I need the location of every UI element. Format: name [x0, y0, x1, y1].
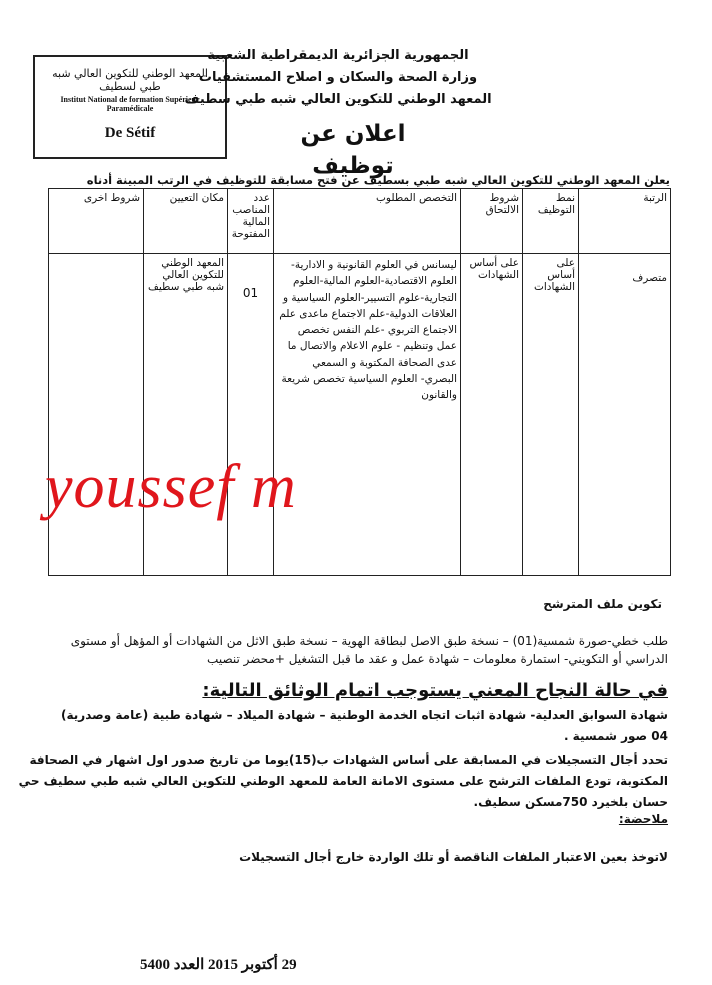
header-mode: نمط التوظيف	[523, 189, 579, 254]
success-photos: 04 صور شمسية .	[563, 729, 668, 743]
header-rank: الرتبة	[579, 189, 671, 254]
cell-other	[49, 254, 144, 576]
page-title: اعلان عن توظيف	[300, 121, 406, 179]
header-republic: الجمهورية الجزائرية الديمقراطية الشعبية	[207, 48, 469, 63]
header-access: شروط الالتحاق	[461, 189, 523, 254]
note-label: ملاحضة:	[618, 812, 668, 826]
success-documents: شهادة السوابق العدلية- شهادة اثبات اتجاه الخدمة الوطنية – شهادة الميلاد – شهادة طبية (عامة وصدرية)	[61, 708, 668, 722]
header-other: شروط اخرى	[49, 189, 144, 254]
cell-rank: متصرف	[579, 254, 671, 576]
header-institute: المعهد الوطني للتكوين العالي شبه طبي سطيف	[184, 92, 492, 107]
deadline-text: تحدد أجال التسجيلات في المسابقة على أساس الشهادات ب(15)يوما من تاريخ صدور اول اشهار في الصحافة المكتوبة، تودع الملفات الترشح على مستوى الامانة العامة للمعهد الوطني للتكوين العالي شبه طبي سطيف حي حسان بلخيرد 750مسكن سطيف.	[18, 753, 668, 809]
file-requirements: طلب خطي-صورة شمسية(01) – نسخة طبق الاصل لبطاقة الهوية – نسخة طبق الاثل من الشهادات أو المؤهل أو مستوى الدراسي أو التكويني- استمارة معلومات – شهادة عمل و عقد ما قبل التشغيل +محضر تنصيب	[70, 634, 668, 666]
success-heading: في حالة النجاح المعني يستوجب اتمام الوثائق التالية:	[202, 680, 668, 701]
cell-positions: 01	[228, 254, 274, 576]
stamp-city: De Sétif	[104, 125, 156, 141]
note-text: لاتوخذ بعين الاعتبار الملفات الناقصة أو تلك الواردة خارج أجال التسجيلات	[239, 850, 668, 864]
cell-specialty: ليسانس في العلوم القانونية و الادارية-العلوم الاقتصادية-العلوم المالية-العلوم التجارية-علوم التسيير-العلوم السياسية و العلاقات الدولية-علم الاجتماع ماعدى علم الاجتماع التربوي -علم النفس تخصص عمل وتنظيم - علوم الاعلام والاتصال ما عدى الصحافة المكتوبة و السمعي البصري- العلوم السياسية تخصص شريعة والقانون	[274, 254, 461, 576]
intro-text: يعلن المعهد الوطني للتكوين العالي شبه طبي بسطيف عن فتح مسابقة للتوظيف في الرتب المبينة أدناه	[86, 173, 670, 187]
watermark-text: youssef m	[45, 453, 297, 521]
cell-mode: على أساس الشهادات	[523, 254, 579, 576]
stamp-arabic-name: المعهد الوطني للتكوين العالي شبه طبي لسطيف	[52, 67, 208, 93]
table-row	[49, 254, 671, 576]
table-header-row	[49, 189, 671, 254]
header-positions: عدد المناصب المالية المفتوحة	[228, 189, 274, 254]
footer-date-issue: 29 أكتوبر 2015 العدد 5400	[140, 957, 297, 973]
file-heading: تكوين ملف المترشح	[543, 597, 662, 611]
header-place: مكان التعيين	[144, 189, 228, 254]
stamp-french-name: Institut National de formation Supérieur Paramédicale	[60, 95, 200, 113]
cell-place: المعهد الوطني للتكوين العالي شبه طبي سطيف	[144, 254, 228, 576]
header-ministry: وزارة الصحة والسكان و اصلاح المستشفيات	[198, 70, 478, 85]
header-specialty: التخصص المطلوب	[274, 189, 461, 254]
cell-access: على أساس الشهادات	[461, 254, 523, 576]
